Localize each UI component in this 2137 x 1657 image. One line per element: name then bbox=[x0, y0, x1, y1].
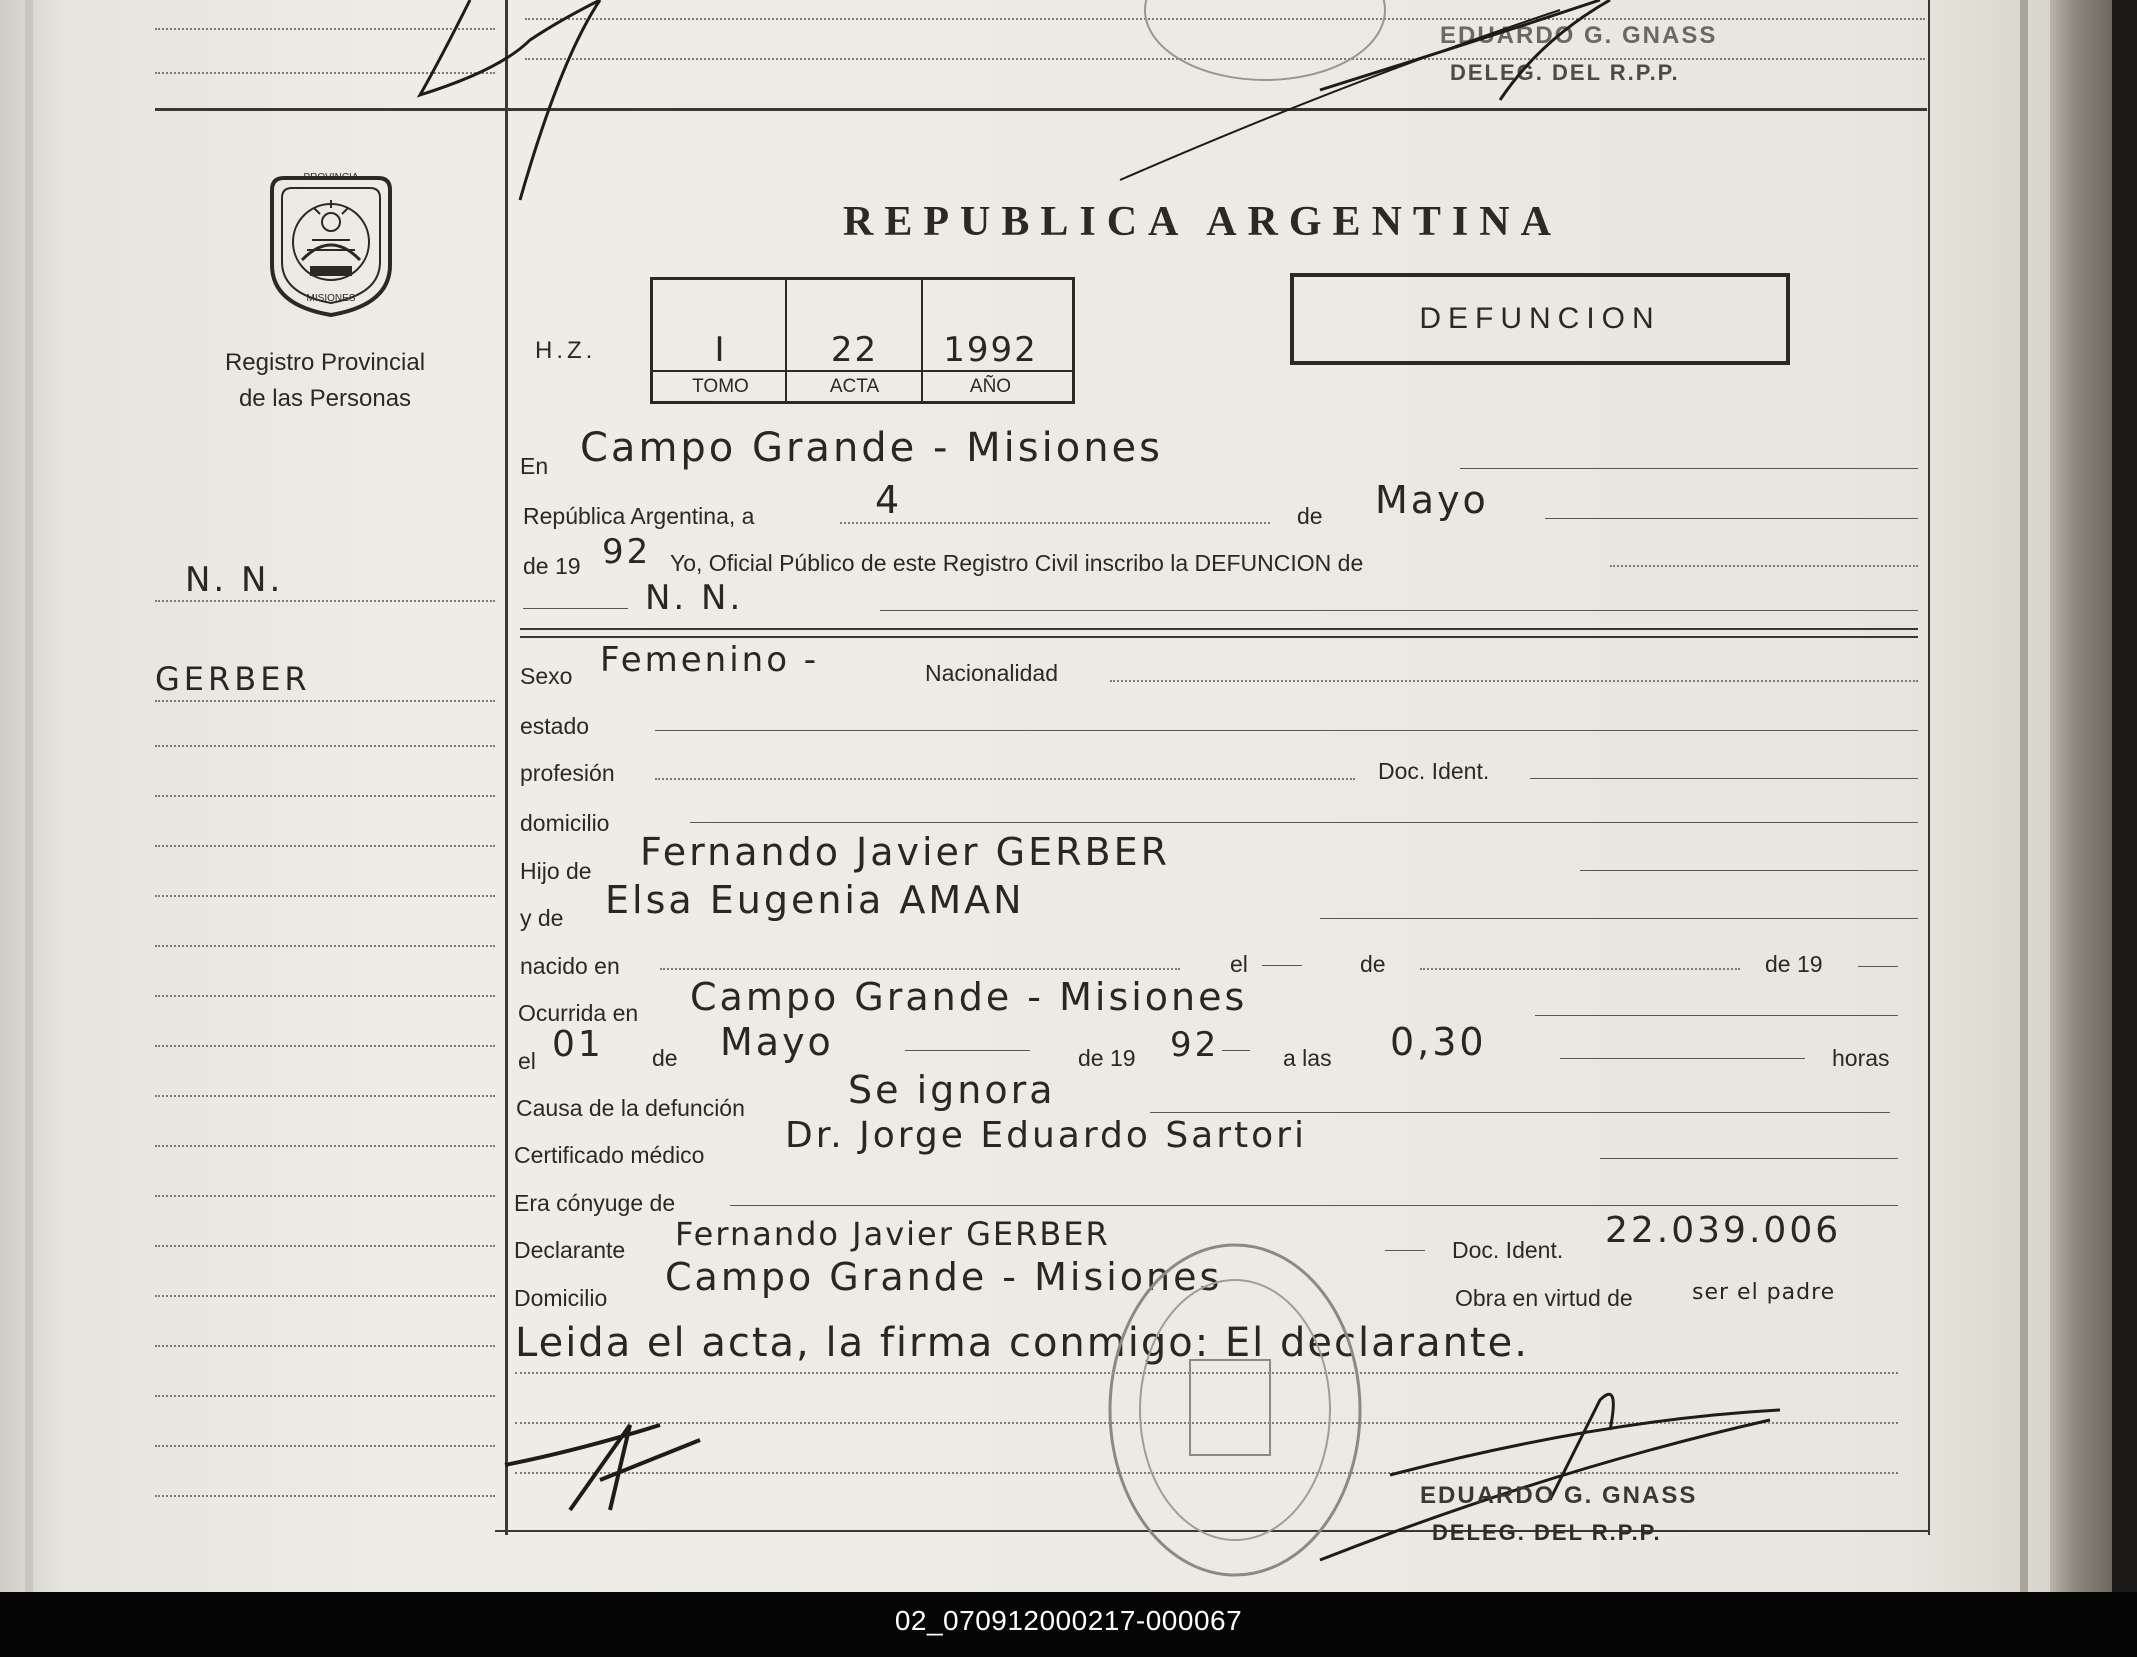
official-stamp-role: DELEG. DEL R.P.P. bbox=[1432, 1520, 1662, 1545]
act-type-box: DEFUNCION bbox=[1290, 273, 1790, 365]
label-profesion: profesión bbox=[520, 760, 615, 786]
acta-label: ACTA bbox=[829, 376, 880, 397]
margin-surname: GERBER bbox=[155, 660, 311, 698]
tomo-value: I bbox=[714, 330, 727, 370]
official-stamp-name: EDUARDO G. GNASS bbox=[1420, 1482, 1698, 1509]
image-code: 02_070912000217-000067 bbox=[894, 1605, 1243, 1636]
signature-stroke bbox=[520, 0, 600, 200]
value-nombre: N. N. bbox=[645, 578, 744, 618]
declarant-signature bbox=[505, 1425, 700, 1510]
label-estado: estado bbox=[520, 713, 590, 739]
seal-bottom-text: MISIONES bbox=[306, 293, 356, 304]
label-nacionalidad: Nacionalidad bbox=[925, 660, 1058, 686]
label-de19: de 19 bbox=[523, 553, 581, 579]
label-doc-ident2: Doc. Ident. bbox=[1452, 1237, 1564, 1263]
value-declarante-domicilio: Campo Grande - Misiones bbox=[665, 1255, 1223, 1299]
top-stamp-role: DELEG. DEL R.P.P. bbox=[1450, 60, 1680, 85]
label-inscribo: Yo, Oficial Público de este Registro Civil inscribo la DEFUNCION de bbox=[670, 550, 1364, 576]
value-hora: 0,30 bbox=[1390, 1020, 1487, 1064]
label-obra: Obra en virtud de bbox=[1455, 1285, 1633, 1311]
value-en-virtud: ser el padre bbox=[1692, 1280, 1836, 1305]
label-doc-ident: Doc. Ident. bbox=[1378, 758, 1490, 784]
seal-top-text: PROVINCIA bbox=[303, 172, 359, 183]
label-domicilio2: Domicilio bbox=[514, 1285, 608, 1311]
label-horas: horas bbox=[1832, 1045, 1890, 1071]
value-mes-def: Mayo bbox=[720, 1020, 834, 1064]
label-causa: Causa de la defunción bbox=[516, 1095, 745, 1121]
label-sexo: Sexo bbox=[520, 663, 573, 689]
label-de-def: de bbox=[652, 1045, 678, 1071]
label-el: el bbox=[1230, 951, 1248, 977]
label-el-def: el bbox=[518, 1048, 536, 1074]
acta-value: 22 bbox=[830, 330, 879, 370]
value-leida: Leida el acta, la firma conmigo: El declarante. bbox=[515, 1320, 1529, 1366]
label-hijo-de: Hijo de bbox=[520, 858, 592, 884]
seal-ring-top bbox=[1145, 0, 1385, 80]
label-conyuge: Era cónyuge de bbox=[514, 1190, 676, 1216]
value-medico: Dr. Jorge Eduardo Sartori bbox=[785, 1115, 1307, 1156]
label-nacido-en: nacido en bbox=[520, 953, 620, 979]
label-y-de: y de bbox=[520, 905, 564, 931]
value-lugar: Campo Grande - Misiones bbox=[580, 425, 1164, 471]
country-title: REPUBLICA ARGENTINA bbox=[843, 199, 1562, 245]
value-causa: Se ignora bbox=[848, 1068, 1056, 1112]
label-de-nac: de bbox=[1360, 951, 1386, 977]
official-seal-inner bbox=[1140, 1280, 1330, 1540]
top-stamp-name: EDUARDO G. GNASS bbox=[1440, 22, 1718, 49]
label-republica: República Argentina, a bbox=[523, 503, 755, 529]
value-ocurrida-en: Campo Grande - Misiones bbox=[690, 975, 1248, 1019]
label-a-las: a las bbox=[1283, 1045, 1332, 1071]
label-domicilio: domicilio bbox=[520, 810, 610, 836]
label-de: de bbox=[1297, 503, 1323, 529]
registry-line1: Registro Provincial bbox=[224, 349, 426, 376]
value-declarante-doc: 22.039.006 bbox=[1605, 1210, 1842, 1251]
registry-line2: de las Personas bbox=[238, 385, 412, 412]
official-seal-emblem bbox=[1190, 1360, 1270, 1455]
label-certificado: Certificado médico bbox=[514, 1142, 705, 1168]
value-anio-def: 92 bbox=[1170, 1025, 1220, 1065]
value-sexo: Femenino - bbox=[600, 640, 820, 680]
value-declarante: Fernando Javier GERBER bbox=[675, 1215, 1110, 1253]
label-de19-def: de 19 bbox=[1078, 1045, 1136, 1071]
anio-value: 1992 bbox=[943, 330, 1038, 370]
label-en: En bbox=[520, 453, 549, 479]
value-dia-def: 01 bbox=[552, 1024, 604, 1065]
official-seal-outer bbox=[1110, 1245, 1360, 1575]
value-madre: Elsa Eugenia AMAN bbox=[605, 878, 1025, 922]
label-de19-nac: de 19 bbox=[1765, 951, 1823, 977]
value-anio-sufijo: 92 bbox=[602, 532, 652, 572]
label-declarante: Declarante bbox=[514, 1237, 626, 1263]
prefix-label: H.Z. bbox=[535, 337, 597, 364]
value-dia: 4 bbox=[875, 478, 903, 522]
tomo-label: TOMO bbox=[692, 376, 749, 397]
value-padre: Fernando Javier GERBER bbox=[640, 830, 1170, 874]
label-ocurrida-en: Ocurrida en bbox=[518, 1000, 639, 1026]
value-mes: Mayo bbox=[1375, 478, 1489, 522]
anio-label: AÑO bbox=[969, 376, 1012, 397]
margin-first-name: N. N. bbox=[185, 560, 284, 600]
